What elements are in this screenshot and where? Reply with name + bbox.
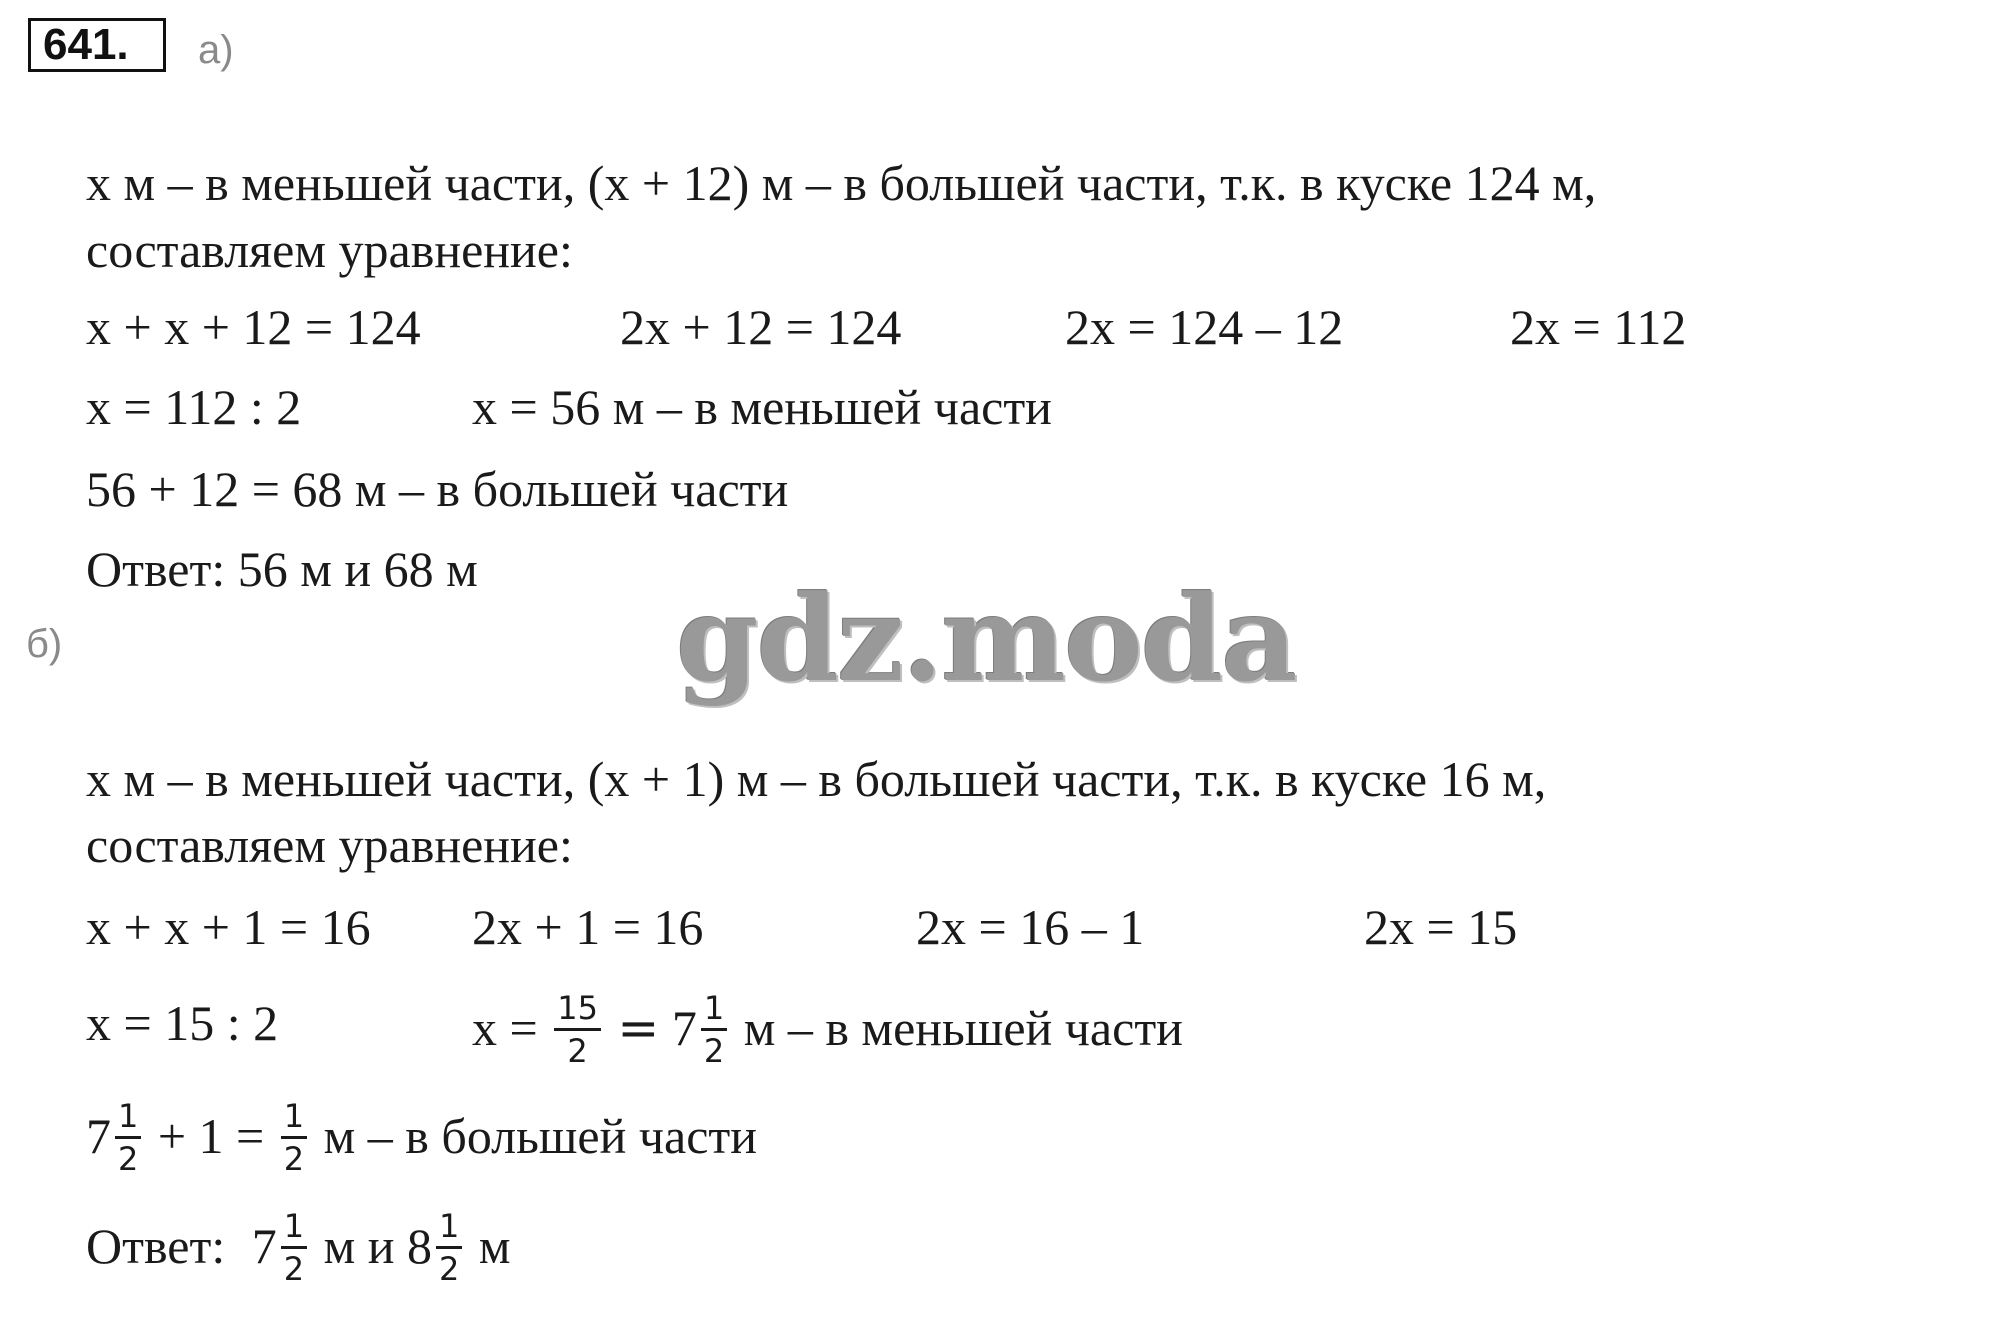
part-b-eq2: 2х + 1 = 16 (472, 899, 704, 955)
part-b-eq5: х = 15 : 2 (86, 995, 279, 1051)
part-a-eq5: х = 112 : 2 (86, 379, 302, 435)
part-b-eq6-suffix: м – в меньшей части (743, 999, 1183, 1056)
part-b-label: б) (26, 622, 63, 666)
part-b-eq4: 2х = 15 (1364, 899, 1518, 955)
fraction-numerator: 15 (554, 990, 601, 1031)
part-b-eq1: х + х + 1 = 16 (86, 899, 371, 955)
task-number: 641. (28, 18, 166, 72)
part-a-eq6: х = 56 м – в меньшей части (472, 379, 1052, 435)
fraction-numerator: 1 (701, 990, 727, 1031)
part-b-eq7 (86, 1097, 757, 1181)
part-b-answer (86, 1207, 511, 1291)
fraction-1-over-2 (281, 1098, 307, 1177)
part-a-label: а) (198, 28, 234, 72)
mixed-whole: 8 (406, 1217, 432, 1274)
part-b-eq3: 2х = 16 – 1 (916, 899, 1145, 955)
part-b-eq6-lhs: х = (472, 999, 538, 1056)
part-b-intro-line1: х м – в меньшей части, (х + 1) м – в большей части, т.к. в куске 16 м, (86, 751, 1547, 807)
watermark-logo: gdz.moda (676, 569, 1296, 708)
fraction-1-over-2 (115, 1098, 141, 1177)
part-a-answer: Ответ: 56 м и 68 м (86, 541, 478, 597)
part-a-eq7: 56 + 12 = 68 м – в большей части (86, 461, 789, 517)
part-a-eq2: 2х + 12 = 124 (620, 299, 902, 355)
part-a-intro-line2: составляем уравнение: (86, 222, 573, 278)
part-b-eq6 (472, 989, 1183, 1073)
fraction-numerator: 1 (436, 1208, 462, 1249)
mixed-whole: 7 (86, 1107, 111, 1164)
part-a-eq3: 2х = 124 – 12 (1065, 299, 1344, 355)
fraction-1-over-2 (436, 1208, 462, 1287)
answer-mid: м и (323, 1217, 395, 1274)
part-a-intro-line1: х м – в меньшей части, (х + 12) м – в большей части, т.к. в куске 124 м, (86, 155, 1597, 211)
fraction-denominator: 2 (703, 1032, 725, 1070)
part-a-eq4: 2х = 112 (1510, 299, 1687, 355)
answer-prefix: Ответ: (86, 1217, 226, 1274)
answer-suffix: м (478, 1217, 511, 1274)
mixed-whole: 7 (671, 999, 697, 1056)
fraction-numerator: 1 (281, 1208, 307, 1249)
part-b-intro-line2: составляем уравнение: (86, 817, 573, 873)
fraction-1-over-2 (701, 990, 727, 1069)
fraction-1-over-2 (281, 1208, 307, 1287)
part-b-eq7-middle: + 1 = (157, 1107, 265, 1164)
fraction-denominator: 2 (283, 1140, 305, 1178)
fraction-denominator: 2 (438, 1250, 460, 1288)
fraction-15-over-2 (554, 990, 601, 1069)
mixed-whole: 7 (251, 1217, 277, 1274)
fraction-denominator: 2 (283, 1250, 305, 1288)
fraction-denominator: 2 (567, 1032, 588, 1070)
part-b-eq7-suffix: м – в большей части (323, 1107, 757, 1164)
fraction-numerator: 1 (115, 1098, 141, 1139)
part-a-eq1: х + х + 12 = 124 (86, 299, 421, 355)
fraction-denominator: 2 (118, 1140, 139, 1178)
equals-sign: = (617, 998, 660, 1057)
fraction-numerator: 1 (281, 1098, 307, 1139)
